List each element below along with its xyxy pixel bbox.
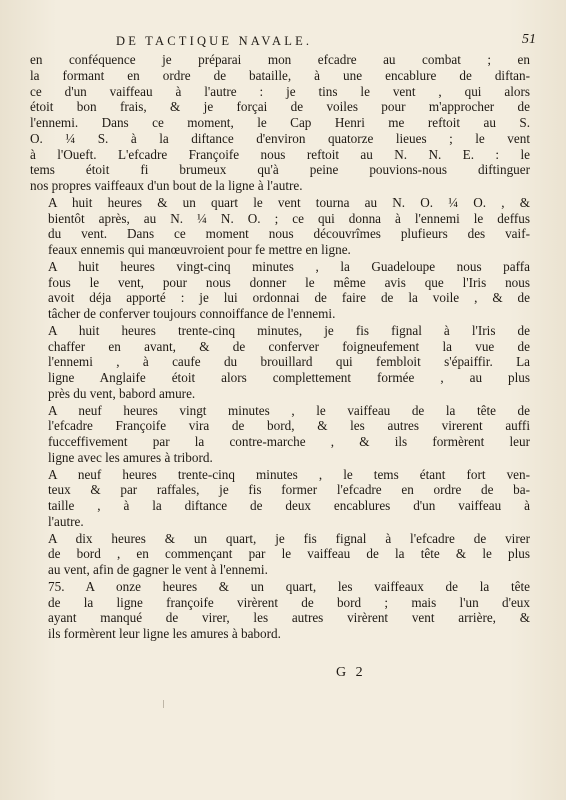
text-line: en conféquence je préparai mon efcadre au combat ; en [30, 52, 530, 67]
running-title: DE TACTIQUE NAVALE. [116, 34, 313, 48]
text-line: du vent. Dans ce moment nous découvrîmes plufieurs des vaif- [48, 226, 530, 242]
text-line: au vent, afin de gagner le vent à l'ennemi. [48, 562, 268, 577]
text-line: fous le vent, pour nous donner le même avis que l'Iris nous [48, 274, 530, 290]
text-line: l'ennemi , à caufe du brouillard qui fembloit s'épaiffir. La [48, 354, 530, 370]
text-line: nos propres vaiffeaux d'un bout de la ligne à l'autre. [30, 178, 303, 193]
text-line: la formant en ordre de bataille, à une encablure de diftan- [30, 67, 530, 83]
paragraph-6 [30, 467, 530, 530]
text-line: feaux ennemis qui manœuvroient pour fe mettre en ligne. [48, 242, 351, 257]
text-line: A dix heures & un quart, je fis fignal à l'efcadre de virer [48, 530, 530, 546]
paragraph-8 [30, 579, 530, 642]
text-line: l'efcadre Françoife vira de bord, & les autres virerent auffi [48, 418, 530, 434]
text-line: taille , à la diftance de deux encablures d'un vaiffeau à [48, 498, 530, 513]
text-line: ligne avec les amures à tribord. [48, 449, 213, 465]
page-number: 51 [522, 32, 536, 47]
text-line: ligne Anglaife étoit alors complettement formée , au plus [48, 370, 530, 385]
paragraph-7 [30, 531, 530, 578]
ink-speck [163, 700, 164, 708]
body-text [30, 52, 530, 643]
text-line: tems étoit fi brumeux qu'à peine pouvions-nous diftinguer [30, 162, 530, 178]
text-line: chaffer en avant, & de conferver foigneufement la vue de [48, 338, 530, 354]
text-line: étoit bon frais, & je forçai de voiles pour m'approcher de [30, 99, 530, 115]
text-line: l'ennemi. Dans ce moment, le Cap Henri me reftoit au S. [30, 115, 530, 130]
text-line: de la ligne françoife virèrent de bord ; mais l'un d'eux [48, 594, 530, 610]
paragraph-1 [30, 52, 530, 194]
text-line: l'autre. [48, 513, 84, 529]
text-line: avoit déja apporté : je lui ordonnai de faire de la voile , & de [48, 290, 530, 306]
signature-mark: G 2 [336, 665, 366, 680]
text-line: teux & par raffales, je fis former l'efcadre en ordre de ba- [48, 482, 530, 498]
paragraph-4 [30, 323, 530, 402]
text-line: bientôt après, au N. ¼ N. O. ; ce qui donna à l'ennemi le deffus [48, 210, 530, 226]
text-line: fucceffivement par la contre-marche , & ils formèrent leur [48, 434, 530, 449]
text-line: près du vent, babord amure. [48, 385, 196, 401]
text-line: O. ¼ S. à la diftance d'environ quatorze lieues ; le vent [30, 130, 530, 146]
text-line: A neuf heures vingt minutes , le vaiffeau de la tête de [48, 402, 530, 418]
paragraph-3 [30, 259, 530, 322]
text-line: A neuf heures trente-cinq minutes , le tems étant fort ven- [48, 466, 530, 482]
text-line: A huit heures vingt-cinq minutes , la Guadeloupe nous paffa [48, 258, 530, 274]
paragraph-5 [30, 403, 530, 466]
text-line: A huit heures trente-cinq minutes, je fis fignal à l'Iris de [48, 322, 530, 338]
text-line: à l'Oueft. L'efcadre Françoife nous reftoit au N. N. E. : le [30, 146, 530, 162]
text-line: 75. A onze heures & un quart, les vaiffeaux de la tête [48, 578, 530, 594]
text-line: A huit heures & un quart le vent tourna au N. O. ¼ O. , & [48, 194, 530, 210]
text-line: ils formèrent leur ligne les amures à babord. [48, 626, 281, 641]
running-head [88, 34, 536, 50]
text-line: tâcher de conferver toujours connoiffance de l'ennemi. [48, 306, 336, 321]
text-line: de bord , en commençant par le vaiffeau de la tête & le plus [48, 546, 530, 562]
text-line: ayant manqué de virer, les autres virèrent vent arrière, & [48, 610, 530, 626]
paragraph-2 [30, 195, 530, 258]
text-line: ce d'un vaiffeau à l'autre : je tins le vent , qui alors [30, 83, 530, 99]
